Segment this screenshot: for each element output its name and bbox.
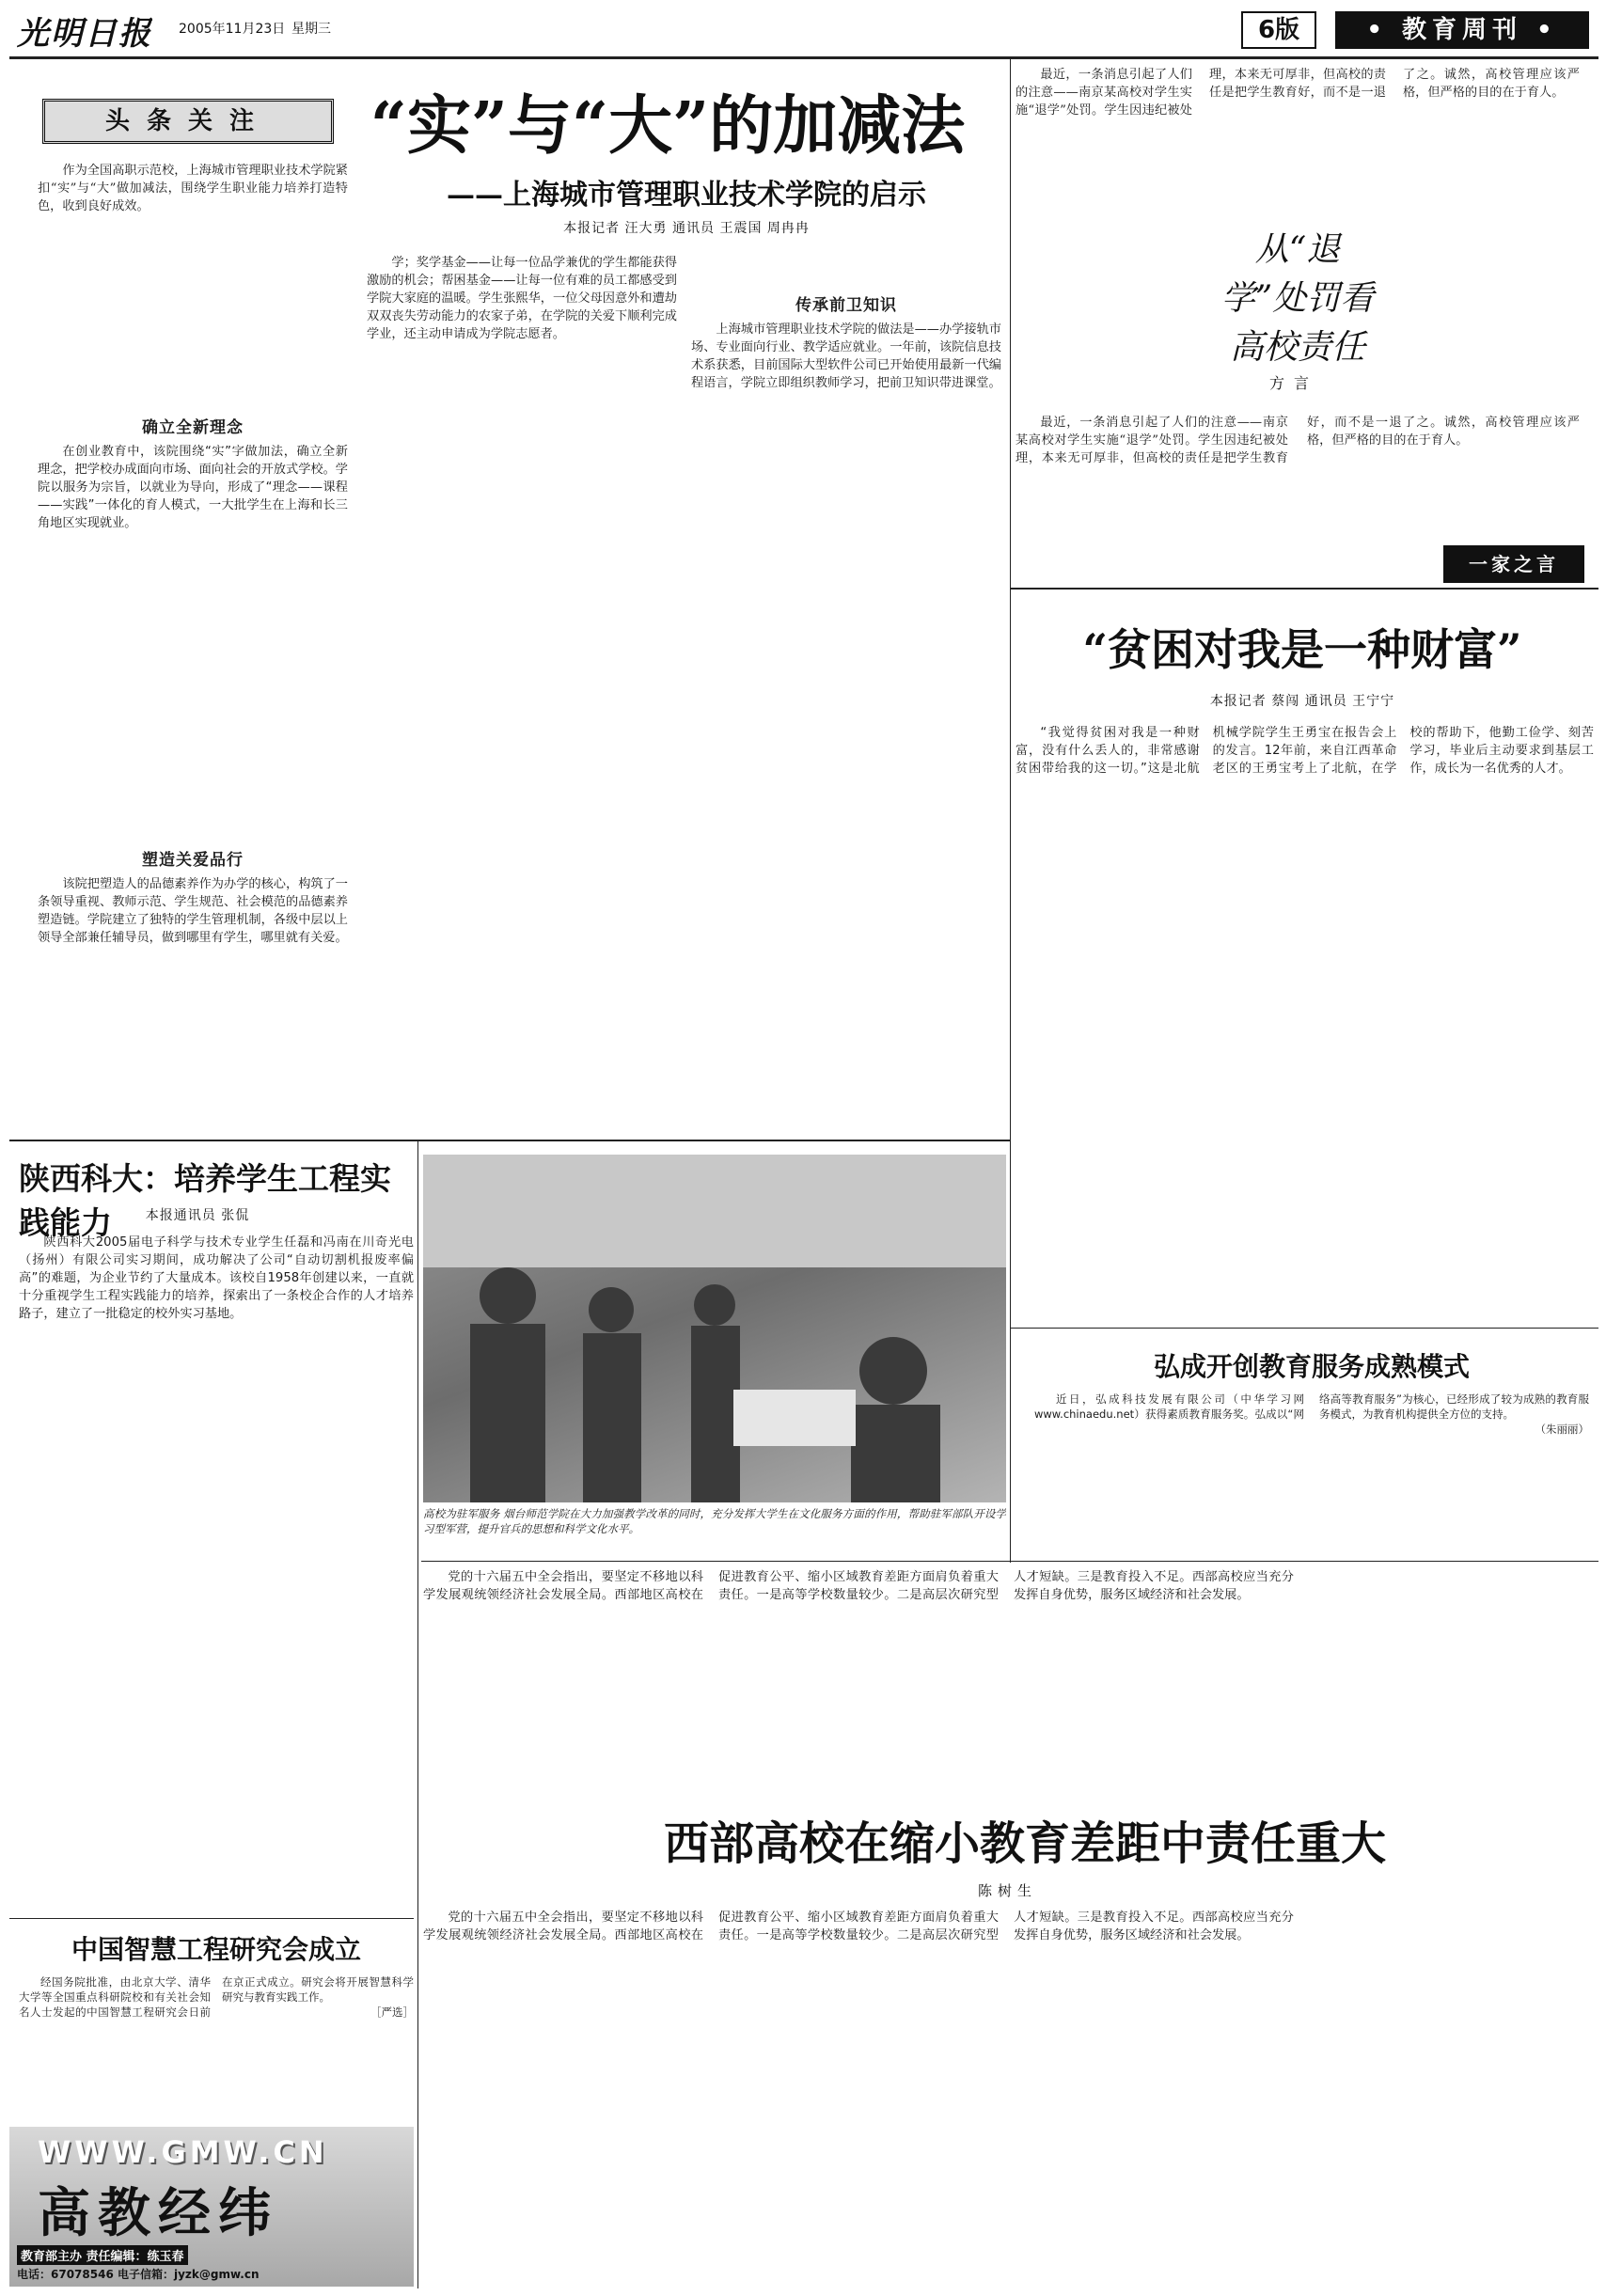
commentary-title: 从“退学”处罚看高校责任 (1220, 230, 1375, 367)
lead-title: “实”与“大”的加减法 (370, 88, 966, 164)
research-rule (9, 1918, 414, 1919)
lead-column-2: 塑造关爱品行 该院把塑造人的品德素养作为办学的核心，构筑了一条领导重视、教师示范、学生规范、社会模范的品德素养塑造链。学院建立了独特的学生管理机制，各级中层以上领导全部兼任辅导员，做到哪里有学生，哪里就有关爱。 (38, 851, 348, 945)
footer-brand: 高教经纬 (38, 2182, 278, 2244)
masthead-logo: 光明日报 (17, 15, 152, 53)
poverty-text: “我觉得贫困对我是一种财富，没有什么丢人的，非常感谢贫困带给我的这一切。”这是北航机械学院学生王勇宝在报告会上的发言。12年前，来自江西革命老区的王勇宝考上了北航，在学校的帮助下，他勤工俭学、刻苦学习，毕业后主动要求到基层工作，成长为一名优秀的人才。 (1016, 726, 1594, 776)
research-title: 中国智慧工程研究会成立 (71, 1934, 361, 1965)
section-name: • 教育周刊 • (1335, 11, 1589, 49)
subhead-2: 塑造关爱品行 (142, 851, 244, 870)
west-title: 西部高校在缩小教育差距中责任重大 (663, 1817, 1386, 1870)
rule-col-b (417, 1140, 418, 2288)
shaanxi-byline: 本报通讯员 张侃 (145, 1208, 250, 1223)
subhead-3: 传承前卫知识 (795, 296, 897, 315)
lead-byline: 本报记者 汪大勇 通讯员 王震国 周冉冉 (563, 221, 810, 236)
lead-column-4: 传承前卫知识 上海城市管理职业技术学院的做法是——办学接轨市场、专业面向行业、教学适应就业。一年前，该院信息技术系获悉，目前国际大型软件公司已开始使用最新一代编程语言，学院立即组织教师学习，把前卫知识带进课堂。 (691, 296, 1001, 390)
west-text-bottom: 党的十六届五中全会指出，要坚定不移地以科学发展观统领经济社会发展全局。西部地区高校在促进教育公平、缩小区域教育差距方面肩负着重大责任。一是高等学校数量较少。二是高层次研究型人才短缺。三是教育投入不足。西部高校应当充分发挥自身优势，服务区域经济和社会发展。 (423, 1911, 1294, 1942)
lead-subtitle: ——上海城市管理职业技术学院的启示 (447, 179, 926, 212)
footer-phone: 电话：67078546 电子信箱：jyzk@gmw.cn (17, 2268, 260, 2281)
poverty-byline: 本报记者 蔡闯 通讯员 王宁宁 (1209, 694, 1395, 709)
commentary-author: 方言 (1269, 374, 1319, 392)
commentary-text: 最近，一条消息引起了人们的注意——南京某高校对学生实施“退学”处罚。学生因违纪被处理，本来无可厚非，但高校的责任是把学生教育好，而不是一退了之。诚然，高校管理应该严格，但严格的目的在于育人。 (1016, 68, 1580, 118)
shaanxi-title: 陕西科大：培养学生工程实践能力 (19, 1160, 391, 1241)
shaanxi-text: 陕西科大2005届电子科学与技术专业学生任磊和冯南在川奇光电（扬州）有限公司实习期间，成功解决了公司“自动切割机报废率偏高”的难题，为企业节约了大量成本。该校自1958年创建以来，一直就十分重视学生工程实践能力的培养，探索出了一条校企合作的人才培养路子，建立了一批稳定的校外实习基地。 (19, 1235, 414, 1321)
commentary-continued: 最近，一条消息引起了人们的注意——南京某高校对学生实施“退学”处罚。学生因违纪被处理，本来无可厚非，但高校的责任是把学生教育好，而不是一退了之。诚然，高校管理应该严格，但严格的目的在于育人。 (1016, 416, 1580, 465)
news-photo (423, 1155, 1006, 1502)
west-author: 陈树生 (978, 1882, 1038, 1899)
masthead-date: 2005年11月23日 (179, 22, 286, 37)
hongcheng-title: 弘成开创教育服务成熟模式 (1153, 1351, 1470, 1382)
west-text-top: 党的十六届五中全会指出，要坚定不移地以科学发展观统领经济社会发展全局。西部地区高校在促进教育公平、缩小区域教育差距方面肩负着重大责任。一是高等学校数量较少。二是高层次研究型人才短缺。三是教育投入不足。西部高校应当充分发挥自身优势，服务区域经济和社会发展。 (423, 1570, 1294, 1602)
lead-summary: 作为全国高职示范校，上海城市管理职业技术学院紧扣“实”与“大”做加减法，围绕学生职业能力培养打造特色，收到良好成效。 (38, 164, 348, 213)
subhead-1: 确立全新理念 (142, 418, 244, 437)
poverty-title: “贫困对我是一种财富” (1082, 624, 1522, 675)
lead-column-3: 学；奖学基金——让每一位品学兼优的学生都能获得激励的机会；帮困基金——让每一位有难的员工都感受到学院大家庭的温暖。学生张熙华，一位父母因意外和遭劫双双丧失劳动能力的农家子弟，在学院的关爱下顺利完成学业，还主动申请成为学院志愿者。 (367, 256, 677, 341)
footer-editor: 教育部主办 责任编辑：练玉春 (17, 2245, 188, 2265)
hongcheng-credit: （朱丽丽） (1535, 1423, 1589, 1436)
masthead (0, 0, 1606, 58)
poverty-rule (1011, 1328, 1598, 1329)
photo-caption: 高校为驻军服务 烟台师范学院在大力加强教学改革的同时，充分发挥大学生在文化服务方面的作用，帮助驻军部队开设学习型军营，提升官兵的思想和科学文化水平。 (423, 1507, 1006, 1535)
commentary-rule (1011, 588, 1598, 590)
lead-bottom-rule (9, 1140, 1011, 1141)
photo-illustration (423, 1155, 1006, 1502)
lead-column-1: 确立全新理念 在创业教育中，该院围绕“实”字做加法，确立全新理念，把学校办成面向市场、面向社会的开放式学校。学院以服务为宗旨，以就业为导向，形成了“理念——课程——实践”一体化的育人模式，一大批学生在上海和长三角地区实现就业。 (38, 418, 348, 530)
column-label: 一家之言 (1443, 545, 1584, 583)
research-text: 经国务院批准，由北京大学、清华大学等全国重点科研院校和有关社会知名人士发起的中国智慧工程研究会日前在京正式成立。研究会将开展智慧科学研究与教育实践工作。 ［严选］ (19, 1975, 414, 2019)
masthead-weekday: 星期三 (291, 22, 331, 37)
masthead-rule (9, 56, 1598, 59)
footer-banner (9, 2127, 414, 2287)
headline-tag: 头条关注 (42, 99, 334, 144)
research-credit: ［严选］ (370, 2005, 414, 2019)
page-number: 6版 (1241, 11, 1316, 49)
footer-url: WWW.GMW.CN (38, 2134, 328, 2170)
hongcheng-text: 近日，弘成科技发展有限公司（中华学习网www.chinaedu.net）获得素质教育服务奖。弘成以“网络高等教育服务”为核心，已经形成了较为成熟的教育服务模式，为教育机构提供全方位的支持。 （朱丽丽） (1034, 1392, 1589, 1436)
rule-col-a (1010, 58, 1011, 1563)
